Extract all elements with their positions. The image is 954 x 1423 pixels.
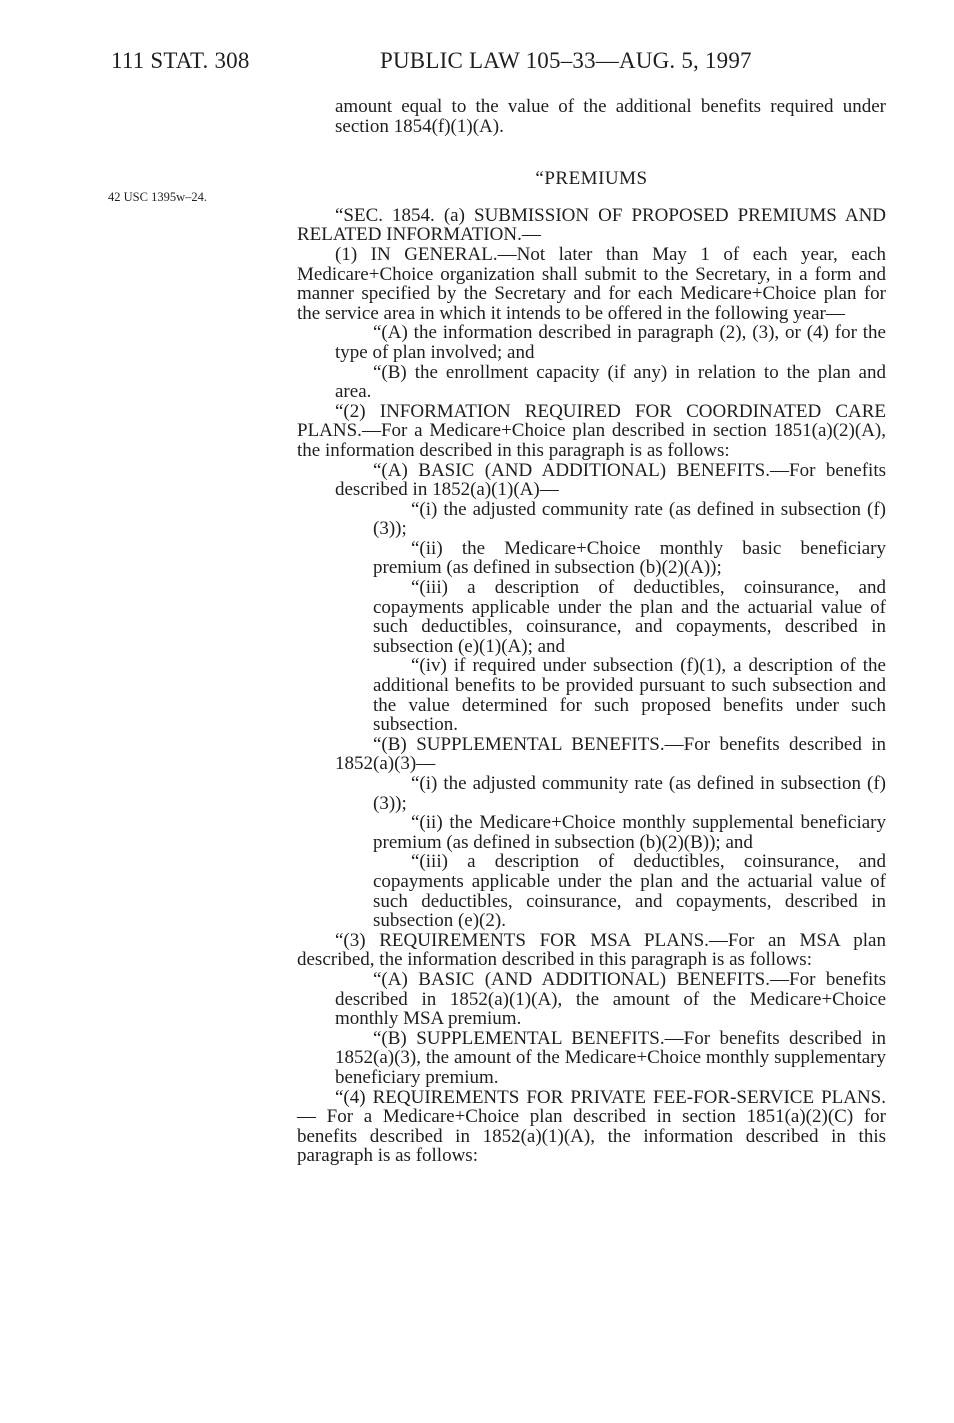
paragraph-4-title: REQUIREMENTS FOR PRIVATE FEE-FOR-SERVICE PLANS.: [372, 1086, 886, 1108]
paragraph-3-a: [297, 970, 886, 1029]
section-number: “SEC. 1854.: [335, 204, 435, 226]
paragraph-4-text: — For a Medicare+Choice plan described in section 1851(a)(2)(C) for benefits described in 1852(a)(1)(A), the information described in this paragraph is as follows:: [297, 1106, 886, 1167]
paragraph-2-b-label: “(B): [373, 733, 407, 755]
paragraph-2-title: INFORMATION REQUIRED FOR COORDINATED CARE PLANS.: [297, 400, 887, 442]
paragraph-3-a-text: —For benefits described in 1852(a)(1)(A), the amount of the Medicare+Choice monthly MSA premium.: [335, 968, 886, 1030]
paragraph-2-a-title: BASIC (AND ADDITIONAL) BENEFITS.: [418, 459, 770, 481]
paragraph-3-a-label: “(A): [373, 968, 408, 990]
paragraph-4: [297, 1088, 886, 1166]
paragraph-3: [297, 931, 886, 970]
clause-2-b-iii: “(iii) a description of deductibles, coinsurance, and copayments applicable under the plan and the actuarial value of such deductibles, coinsurance, and copayments, described in subsection (e)(2).: [373, 851, 886, 932]
paragraph-3-title: REQUIREMENTS FOR MSA PLANS.: [379, 929, 709, 951]
paragraph-1-label: (1): [335, 243, 358, 265]
margin-citation: 42 USC 1395w–24.: [108, 190, 207, 204]
paragraph-3-label: “(3): [335, 929, 366, 951]
paragraph-3-b-title: SUPPLEMENTAL BENEFITS.: [416, 1027, 665, 1049]
paragraph-4-label: “(4): [335, 1086, 366, 1108]
subsection-a-title: SUBMISSION OF PROPOSED PREMIUMS AND RELATED INFORMATION.—: [297, 204, 887, 246]
paragraph-2-a-text: —For benefits described in 1852(a)(1)(A)—: [335, 459, 886, 501]
clause-2-a-ii: “(ii) the Medicare+Choice monthly basic beneficiary premium (as defined in subsection (b)(2)(A));: [373, 537, 886, 579]
paragraph-3-b-label: “(B): [373, 1027, 407, 1049]
paragraph-1-b: “(B) the enrollment capacity (if any) in relation to the plan and area.: [335, 361, 886, 403]
paragraph-2-b-title: SUPPLEMENTAL BENEFITS.: [416, 733, 665, 755]
clause-2-b-i: “(i) the adjusted community rate (as defined in subsection (f)(3));: [373, 773, 886, 814]
paragraph-1-title: IN GENERAL.: [370, 243, 498, 265]
clause-2-a-i: “(i) the adjusted community rate (as defined in subsection (f)(3));: [373, 498, 886, 540]
clause-2-a-iii: “(iii) a description of deductibles, coinsurance, and copayments applicable under the plan and the actuarial value of such deductibles, coinsurance, and copayments, described in subsection (e)(1)(A); and: [373, 577, 886, 657]
paragraph-2-a: [297, 461, 886, 500]
paragraph-3-text: —For an MSA plan described, the information described in this paragraph is as follows:: [297, 929, 886, 971]
paragraph-1-a: “(A) the information described in paragraph (2), (3), or (4) for the type of plan involved; and: [335, 322, 886, 363]
paragraph-2-b: [297, 735, 886, 774]
paragraph-3-a-title: BASIC (AND ADDITIONAL) BENEFITS.: [418, 968, 770, 990]
paragraph-2-text: —For a Medicare+Choice plan described in section 1851(a)(2)(A), the information described in this paragraph is as follows:: [297, 420, 886, 461]
carryover-paragraph: amount equal to the value of the additional benefits required under section 1854(f)(1)(A).: [335, 96, 886, 137]
clause-2-b-ii: “(ii) the Medicare+Choice monthly supplemental beneficiary premium (as defined in subsection (b)(2)(B)); and: [373, 812, 886, 853]
document-body: [297, 97, 886, 1166]
page-reference: 111 STAT. 308: [111, 48, 250, 73]
paragraph-2-b-text: —For benefits described in 1852(a)(3)—: [335, 733, 887, 775]
paragraph-2-label: “(2): [335, 400, 366, 422]
paragraph-1-text: —Not later than May 1 of each year, each Medicare+Choice organization shall submit to the Secretary, in a form and manner specified by the Secretary and for each Medicare+Choice plan for the service area in which it intends to be offered in the following year—: [297, 243, 886, 324]
clause-2-a-iv: “(iv) if required under subsection (f)(1), a description of the additional benefits to be provided pursuant to such subsection and the value determined for such proposed benefits under such subsection.: [373, 655, 886, 736]
section-1854-intro: [297, 206, 886, 245]
paragraph-1: [297, 245, 886, 323]
running-header: PUBLIC LAW 105–33—AUG. 5, 1997: [380, 48, 752, 73]
paragraph-2-a-label: “(A): [373, 459, 408, 481]
paragraph-3-b: [297, 1029, 886, 1088]
subsection-a-label: (a): [443, 204, 465, 226]
section-heading: “PREMIUMS: [535, 168, 648, 190]
paragraph-2: [297, 402, 886, 461]
paragraph-3-b-text: —For benefits described in 1852(a)(3), the amount of the Medicare+Choice monthly supplementary beneficiary premium.: [335, 1027, 887, 1088]
